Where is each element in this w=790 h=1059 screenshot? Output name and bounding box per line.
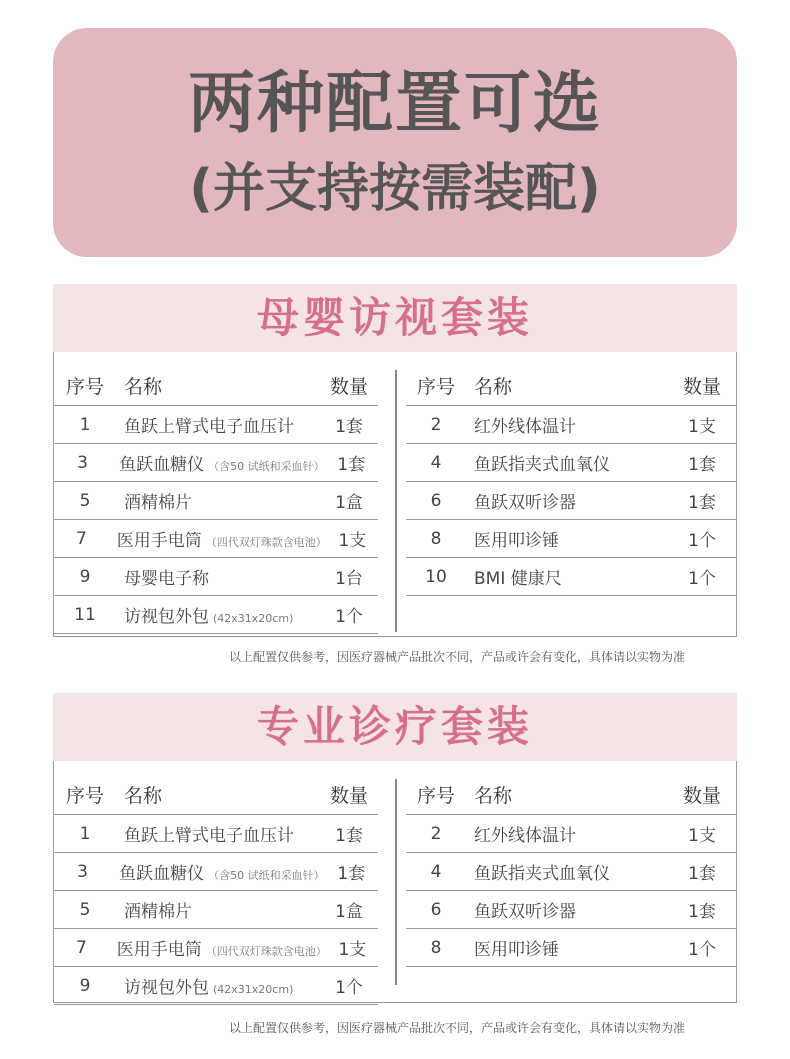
header-qty: 数量 [682, 376, 721, 398]
item-qty: 1套 [688, 864, 716, 884]
item-no: 11 [74, 604, 96, 625]
item-qty: 1支 [338, 531, 367, 551]
header-no: 序号 [416, 376, 455, 398]
item-name: 酒精棉片 [124, 493, 192, 513]
item-no: 5 [79, 899, 91, 920]
table-row [406, 815, 737, 853]
table-header-row [54, 366, 378, 406]
item-name-cell [466, 935, 667, 960]
item-name: 酒精棉片 [124, 902, 192, 922]
item-no: 3 [77, 861, 88, 882]
item-qty: 1支 [688, 417, 716, 437]
item-no: 3 [77, 452, 88, 473]
header-name: 名称 [124, 376, 163, 398]
item-name: 鱼跃上臂式电子血压计 [124, 826, 294, 846]
table-row [54, 815, 378, 853]
item-name: 鱼跃指夹式血氧仪 [474, 455, 610, 475]
table-row [54, 853, 378, 891]
header-no: 序号 [65, 785, 104, 807]
item-no: 4 [430, 452, 442, 473]
left-table [54, 366, 378, 634]
table-row [54, 596, 378, 634]
table-header-row [406, 366, 737, 406]
header-qty: 数量 [329, 785, 368, 807]
item-name-cell [116, 412, 320, 437]
table-row [54, 406, 378, 444]
table-row [54, 482, 378, 520]
disclaimer: 以上配置仅供参考，因医疗器械产品批次不同，产品或许会有变化，具体请以实物为准 [228, 1021, 685, 1035]
column-divider [395, 779, 397, 985]
section-title-bar [53, 284, 737, 352]
disclaimer: 以上配置仅供参考，因医疗器械产品批次不同，产品或许会有变化，具体请以实物为准 [228, 650, 685, 664]
item-name: 访视包外包 [124, 607, 209, 627]
item-no: 7 [75, 528, 87, 549]
item-name: 母婴电子称 [124, 569, 209, 589]
table-row [54, 520, 378, 558]
item-note: （含50 试纸和采血针） [208, 460, 325, 473]
item-name: 红外线体温计 [474, 826, 576, 846]
section-title: 母婴访视套装 [256, 293, 533, 342]
table-row [406, 406, 737, 444]
header-no: 序号 [416, 785, 455, 807]
table-row [54, 444, 378, 482]
item-name: 鱼跃双听诊器 [474, 493, 576, 513]
item-name: 医用手电筒 [116, 940, 202, 960]
item-qty: 1套 [688, 455, 716, 475]
item-no: 7 [75, 937, 87, 958]
item-name: BMI 健康尺 [474, 569, 562, 589]
item-name-cell [109, 526, 327, 551]
item-name: 鱼跃指夹式血氧仪 [474, 864, 610, 884]
item-name-cell [111, 450, 325, 475]
item-note: （四代双灯珠款含电池） [205, 945, 327, 958]
item-qty: 1套 [335, 826, 363, 846]
table-row [406, 444, 737, 482]
table-row [406, 891, 737, 929]
section-professional-kit [53, 693, 737, 1035]
item-no: 2 [430, 414, 442, 435]
item-name-cell [466, 450, 667, 475]
item-qty: 1盒 [335, 493, 363, 513]
items-table [53, 761, 737, 1003]
item-qty: 1盒 [335, 902, 363, 922]
hero-banner [53, 28, 737, 257]
item-name: 鱼跃上臂式电子血压计 [124, 417, 294, 437]
item-name-cell [116, 488, 320, 513]
item-name-cell [466, 564, 667, 589]
item-name-cell [116, 564, 320, 589]
item-no: 1 [79, 823, 91, 844]
table-row [54, 558, 378, 596]
hero-title: 两种配置可选 [188, 64, 602, 142]
column-divider [395, 370, 397, 632]
item-no: 6 [430, 490, 442, 511]
header-qty: 数量 [329, 376, 368, 398]
hero-subtitle: (并支持按需装配) [189, 159, 601, 219]
item-note: (42x31x20cm) [213, 983, 294, 996]
item-name: 红外线体温计 [474, 417, 576, 437]
item-qty: 1个 [688, 569, 716, 589]
item-name-cell [116, 821, 320, 846]
item-qty: 1个 [688, 531, 716, 551]
item-name-cell [466, 859, 667, 884]
header-name: 名称 [474, 785, 513, 807]
item-name: 鱼跃双听诊器 [474, 902, 576, 922]
header-no: 序号 [65, 376, 104, 398]
table-row [54, 929, 378, 967]
item-name: 访视包外包 [124, 978, 209, 998]
item-qty: 1套 [688, 493, 716, 513]
item-note: （四代双灯珠款含电池） [205, 536, 327, 549]
table-header-row [406, 775, 737, 815]
item-name: 鱼跃血糖仪 [119, 455, 205, 475]
item-qty: 1支 [338, 940, 367, 960]
item-name-cell [109, 935, 327, 960]
right-table [406, 366, 737, 596]
item-no: 4 [430, 861, 442, 882]
items-table [53, 352, 737, 637]
item-name-cell [111, 859, 325, 884]
item-qty: 1台 [335, 569, 363, 589]
item-no: 2 [430, 823, 442, 844]
item-qty: 1套 [337, 455, 366, 475]
item-name-cell [466, 821, 667, 846]
item-name-cell [116, 602, 320, 627]
item-name: 医用叩诊锤 [474, 531, 559, 551]
item-qty: 1套 [335, 417, 363, 437]
header-qty: 数量 [682, 785, 721, 807]
item-qty: 1个 [335, 607, 363, 627]
item-qty: 1套 [337, 864, 366, 884]
item-name-cell [466, 897, 667, 922]
left-table [54, 775, 378, 1005]
item-qty: 1个 [335, 978, 363, 998]
item-no: 10 [425, 566, 447, 587]
item-name: 医用手电筒 [116, 531, 202, 551]
table-row [406, 853, 737, 891]
section-maternal-visit-kit [53, 284, 737, 664]
item-name-cell [466, 488, 667, 513]
item-no: 1 [79, 414, 91, 435]
section-title-bar [53, 693, 737, 761]
item-no: 8 [430, 528, 442, 549]
section-title: 专业诊疗套装 [256, 702, 533, 751]
item-note: （含50 试纸和采血针） [208, 869, 325, 882]
right-table [406, 775, 737, 967]
item-no: 9 [79, 566, 91, 587]
header-name: 名称 [124, 785, 163, 807]
table-row [406, 520, 737, 558]
item-name-cell [116, 897, 320, 922]
item-name: 鱼跃血糖仪 [119, 864, 205, 884]
item-qty: 1套 [688, 902, 716, 922]
item-name-cell [116, 973, 320, 998]
item-no: 5 [79, 490, 91, 511]
header-name: 名称 [474, 376, 513, 398]
item-no: 8 [430, 937, 442, 958]
item-name-cell [466, 526, 667, 551]
item-name-cell [466, 412, 667, 437]
item-qty: 1支 [688, 826, 716, 846]
item-name: 医用叩诊锤 [474, 940, 559, 960]
table-row [406, 482, 737, 520]
table-header-row [54, 775, 378, 815]
table-row [406, 558, 737, 596]
table-row [54, 891, 378, 929]
item-no: 6 [430, 899, 442, 920]
item-qty: 1个 [688, 940, 716, 960]
table-row [54, 967, 378, 1005]
item-note: (42x31x20cm) [213, 612, 294, 625]
item-no: 9 [79, 975, 91, 996]
table-row [406, 929, 737, 967]
